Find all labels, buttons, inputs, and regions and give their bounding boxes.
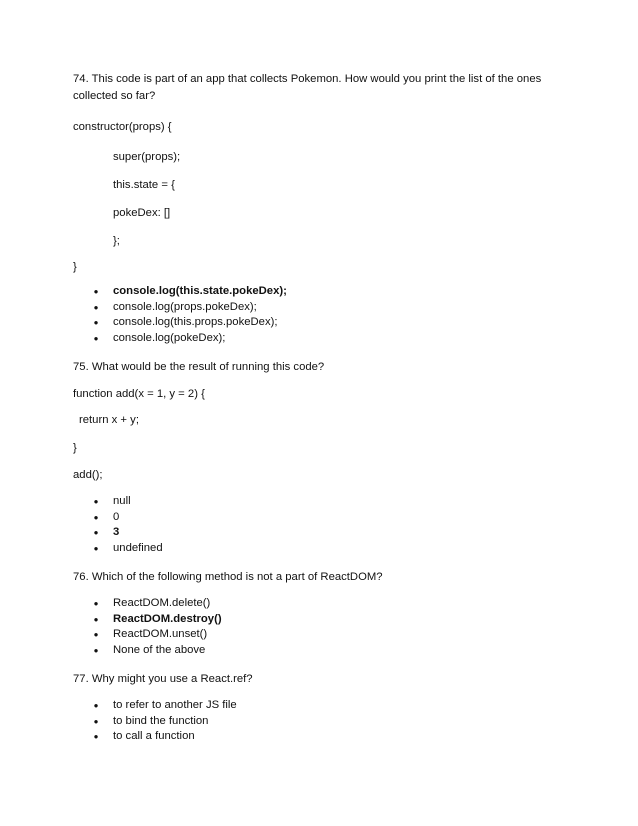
q74-option-c: console.log(this.props.pokeDex);: [113, 316, 278, 328]
q74-code-line: this.state = {: [113, 179, 175, 191]
q74-option-a: console.log(this.state.pokeDex);: [113, 285, 287, 297]
q74-code-line: pokeDex: []: [113, 207, 171, 219]
q75-question: 75. What would be the result of running this code?: [73, 361, 325, 373]
q77-option-b: to bind the function: [113, 715, 209, 727]
bullet-icon: ●: [93, 513, 99, 522]
bullet-icon: ●: [93, 599, 99, 608]
q74-question-line1: 74. This code is part of an app that collects Pokemon. How would you print the list of the ones: [73, 73, 542, 85]
q76-option-a: ReactDOM.delete(): [113, 597, 211, 609]
q75-option-b: 0: [113, 511, 120, 523]
q76-option-c: ReactDOM.unset(): [113, 628, 208, 640]
bullet-icon: ●: [93, 646, 99, 655]
q74-code-line: };: [113, 235, 120, 247]
q74-question-line2: collected so far?: [73, 90, 156, 102]
q74-option-d: console.log(pokeDex);: [113, 332, 226, 344]
bullet-icon: ●: [93, 318, 99, 327]
bullet-icon: ●: [93, 701, 99, 710]
bullet-icon: ●: [93, 630, 99, 639]
q74-option-b: console.log(props.pokeDex);: [113, 301, 257, 313]
q76-question: 76. Which of the following method is not a part of ReactDOM?: [73, 571, 383, 583]
q75-code-line: add();: [73, 469, 103, 481]
q74-code-line: constructor(props) {: [73, 121, 172, 133]
bullet-icon: ●: [93, 287, 99, 296]
q74-code-line: }: [73, 261, 77, 273]
bullet-icon: ●: [93, 303, 99, 312]
q75-code-line: return x + y;: [79, 414, 139, 426]
q76-option-d: None of the above: [113, 644, 206, 656]
q77-option-a: to refer to another JS file: [113, 699, 237, 711]
bullet-icon: ●: [93, 497, 99, 506]
q75-option-d: undefined: [113, 542, 163, 554]
q77-question: 77. Why might you use a React.ref?: [73, 673, 253, 685]
bullet-icon: ●: [93, 528, 99, 537]
q76-option-b: ReactDOM.destroy(): [113, 613, 222, 625]
bullet-icon: ●: [93, 615, 99, 624]
q75-code-line: function add(x = 1, y = 2) {: [73, 388, 205, 400]
bullet-icon: ●: [93, 544, 99, 553]
bullet-icon: ●: [93, 717, 99, 726]
q75-code-line: }: [73, 442, 77, 454]
bullet-icon: ●: [93, 732, 99, 741]
q75-option-a: null: [113, 495, 131, 507]
q74-code-line: super(props);: [113, 151, 181, 163]
bullet-icon: ●: [93, 334, 99, 343]
q77-option-c: to call a function: [113, 730, 195, 742]
q75-option-c: 3: [113, 526, 120, 538]
